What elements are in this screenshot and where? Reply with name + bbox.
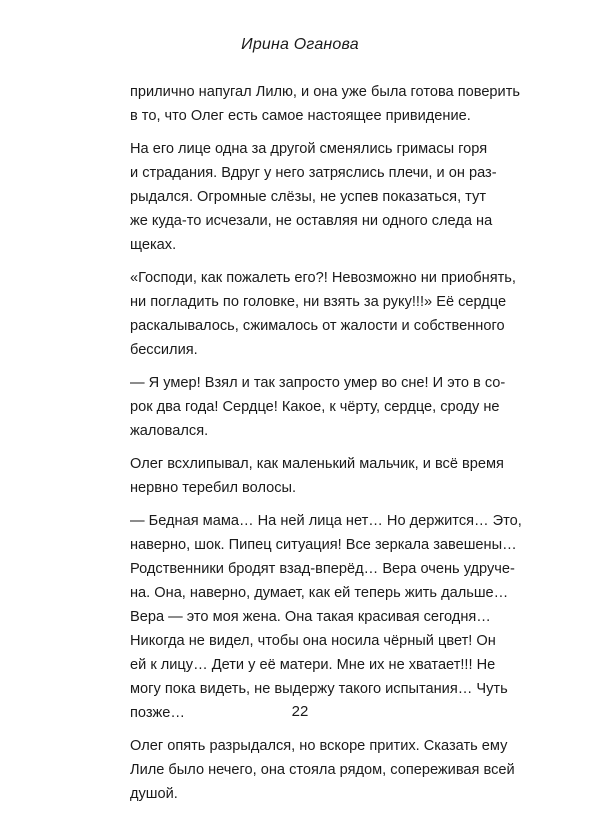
page-number: 22 — [291, 703, 309, 720]
text-line: в то, что Олег есть самое настоящее привидение. — [130, 108, 471, 124]
text-line: На его лице одна за другой сменялись гримасы горя — [130, 141, 488, 157]
text-line: рыдался. Огромные слёзы, не успев показаться, тут — [130, 189, 487, 205]
text-line: наверно, шок. Пипец ситуация! Все зеркала завешены… — [130, 537, 517, 553]
text-line: на. Она, наверно, думает, как ей теперь жить дальше… — [130, 585, 509, 601]
text-line: щеках. — [130, 237, 177, 253]
text-line: Олег опять разрыдался, но вскоре притих. Сказать ему — [130, 738, 508, 754]
text-line: Никогда не видел, чтобы она носила чёрный цвет! Он — [130, 633, 496, 649]
text-line: «Господи, как пожалеть его?! Невозможно ни приобнять, — [130, 270, 516, 286]
text-line: позже… — [130, 705, 186, 721]
paragraph — [130, 137, 497, 257]
text-line: раскалывалось, сжималось от жалости и собственного — [130, 318, 505, 334]
text-line: Лиле было нечего, она стояла рядом, сопереживая всей — [130, 762, 515, 778]
text-line: бессилия. — [130, 342, 198, 358]
paragraph — [130, 452, 504, 500]
text-line: же куда-то исчезали, не оставляя ни одного следа на — [130, 213, 493, 229]
text-line: Олег всхлипывал, как маленький мальчик, и всё время — [130, 456, 504, 472]
paragraph — [130, 266, 516, 362]
paragraph — [130, 509, 522, 725]
text-line: — Бедная мама… На ней лица нет… Но держится… Это, — [130, 513, 522, 529]
text-line: ей к лицу… Дети у её матери. Мне их не хватает!!! Не — [130, 657, 496, 673]
text-line: рок два года! Сердце! Какое, к чёрту, сердце, сроду не — [130, 399, 500, 415]
text-line: нервно теребил волосы. — [130, 480, 297, 496]
text-line: ни погладить по головке, ни взять за руку!!!» Её сердце — [130, 294, 507, 310]
paragraph — [130, 371, 506, 443]
paragraph — [130, 734, 515, 806]
text-line: душой. — [130, 786, 178, 802]
running-header-author: Ирина Оганова — [241, 36, 359, 53]
text-line: прилично напугал Лилю, и она уже была готова поверить — [130, 84, 520, 100]
text-line: и страдания. Вдруг у него затряслись плечи, и он раз- — [130, 165, 497, 181]
text-line: — Я умер! Взял и так запросто умер во сне! И это в со- — [130, 375, 506, 391]
text-line: Вера — это моя жена. Она такая красивая сегодня… — [130, 609, 491, 625]
paragraph — [130, 80, 520, 128]
text-line: могу пока видеть, не выдержу такого испытания… Чуть — [130, 681, 508, 697]
text-line: жаловался. — [130, 423, 209, 439]
text-line: Родственники бродят взад-вперёд… Вера очень удруче- — [130, 561, 515, 577]
